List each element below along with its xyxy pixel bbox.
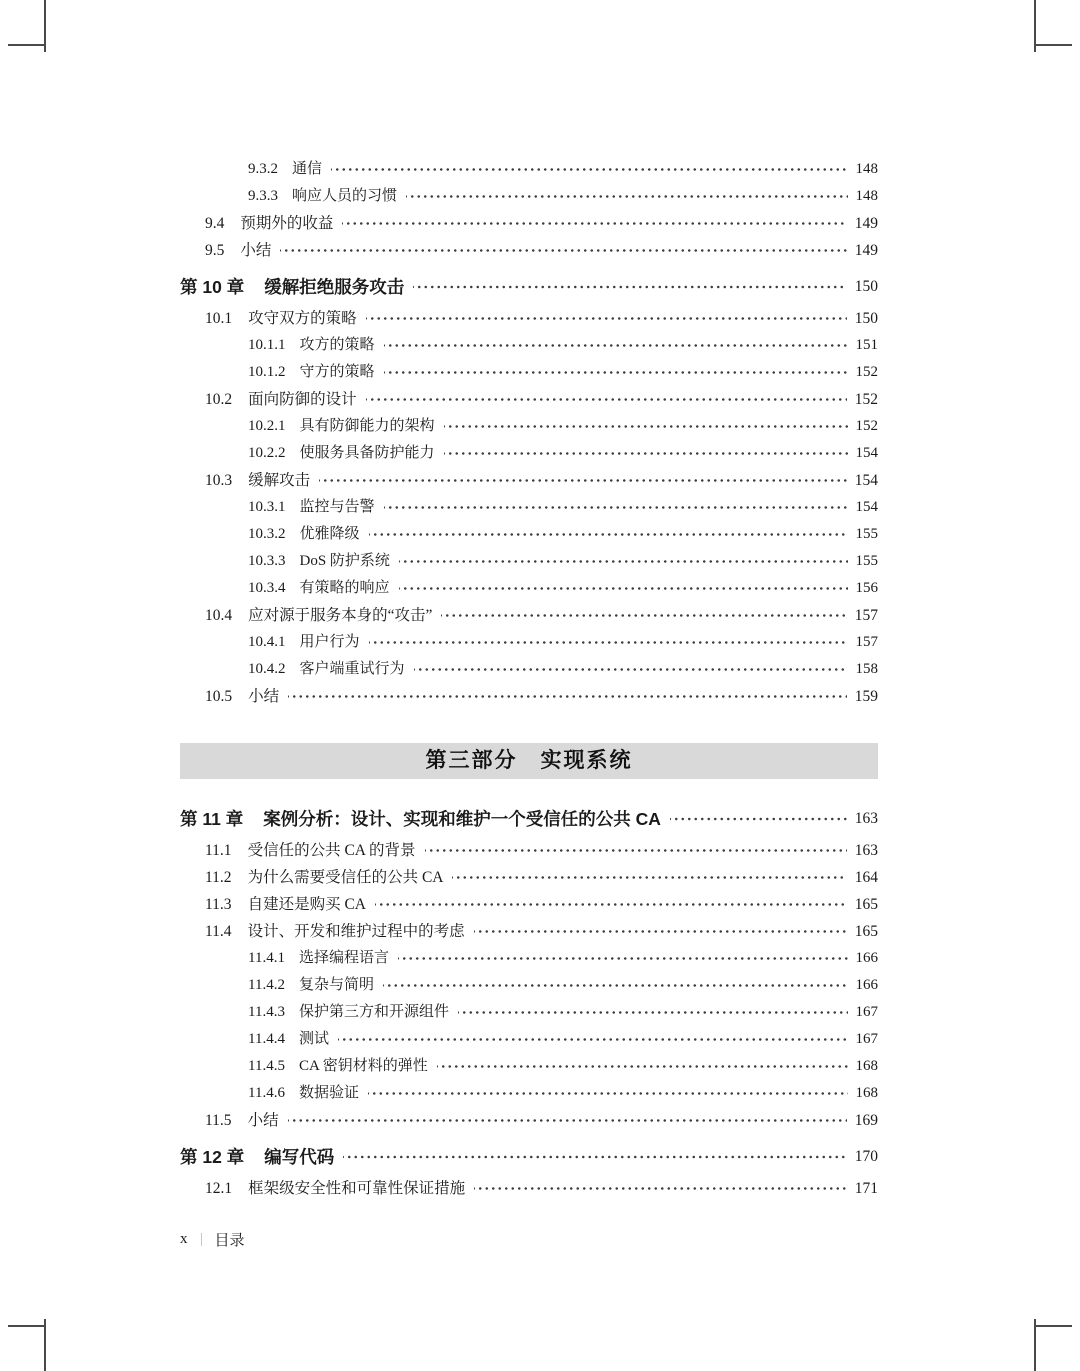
toc-entry-page: 148 — [855, 161, 878, 177]
toc-entry-title: 框架级安全性和可靠性保证措施 — [248, 1180, 466, 1197]
toc-entry-number: 11.4.2 — [248, 977, 285, 993]
toc-entry-page: 165 — [854, 896, 878, 913]
toc-chapter-entry — [180, 272, 878, 302]
dot-leader — [406, 183, 847, 210]
toc-entry — [180, 332, 878, 359]
toc-entry-title: 复杂与简明 — [298, 977, 374, 993]
dot-leader — [444, 440, 848, 467]
dot-leader — [280, 237, 846, 264]
toc-entry-number: 第 10 章 — [180, 277, 245, 297]
toc-entry-title: 小结 — [247, 1112, 279, 1129]
toc-entry-title: 使服务具备防护能力 — [299, 445, 435, 461]
toc-entry-number: 10.5 — [205, 688, 233, 705]
toc-entry-page: 155 — [855, 526, 878, 542]
crop-mark-top-right-h — [1034, 44, 1072, 46]
toc-entry — [180, 183, 878, 210]
dot-leader — [383, 972, 848, 999]
toc-entry-title: 客户端重试行为 — [299, 661, 405, 677]
toc-entry-title: 自建还是购买 CA — [247, 896, 366, 913]
toc-entry — [180, 864, 878, 891]
dot-leader — [384, 332, 848, 359]
toc-entry-page: 150 — [854, 278, 878, 295]
dot-leader — [366, 386, 847, 413]
toc-entry-number: 10.2 — [205, 391, 233, 408]
toc-entry — [180, 891, 878, 918]
toc-entry-title: 响应人员的习惯 — [292, 188, 398, 204]
toc-entry-title: CA 密钥材料的弹性 — [298, 1058, 428, 1074]
toc-entry-number: 11.3 — [205, 896, 232, 913]
toc-entry — [180, 1080, 878, 1107]
toc-entry — [180, 359, 878, 386]
dot-leader — [384, 359, 848, 386]
toc-entry-page: 154 — [854, 472, 878, 489]
toc-entry-number: 11.4.5 — [248, 1058, 285, 1074]
footer-section-label: 目录 — [214, 1232, 245, 1249]
toc-entry-number: 12.1 — [205, 1180, 233, 1197]
toc-entry-number: 10.4 — [205, 607, 233, 624]
dot-leader — [444, 413, 848, 440]
toc-entry-number: 11.4.4 — [248, 1031, 285, 1047]
toc-entry-page: 168 — [855, 1058, 878, 1074]
dot-leader — [399, 575, 848, 602]
toc-entry-page: 154 — [855, 445, 878, 461]
toc-entry — [180, 629, 878, 656]
toc-entry-title: 编写代码 — [264, 1147, 335, 1167]
toc-entry-title: 守方的策略 — [299, 364, 375, 380]
toc-entry-number: 11.4.1 — [248, 950, 285, 966]
toc-entry-page: 156 — [855, 580, 878, 596]
toc-entry — [180, 305, 878, 332]
toc-entry-page: 150 — [854, 310, 878, 327]
toc-entry-number: 10.4.2 — [248, 661, 286, 677]
toc-entry-number: 11.4.3 — [248, 1004, 285, 1020]
toc-entry-page: 152 — [854, 391, 878, 408]
footer-page-number: x — [180, 1231, 188, 1247]
toc-entry-number: 9.5 — [205, 242, 225, 259]
toc-entry-number: 10.3.4 — [248, 580, 286, 596]
dot-leader — [474, 918, 847, 945]
toc-entry — [180, 575, 878, 602]
toc-entry — [180, 1026, 878, 1053]
toc-entry-page: 166 — [855, 950, 878, 966]
dot-leader — [338, 1026, 848, 1053]
toc-entry-title: 测试 — [298, 1031, 329, 1047]
dot-leader — [319, 467, 847, 494]
toc-entry — [180, 602, 878, 629]
toc-entry — [180, 999, 878, 1026]
toc-entry-title: 小结 — [248, 688, 280, 705]
toc-entry — [180, 1053, 878, 1080]
toc-entry-page: 168 — [855, 1085, 878, 1101]
toc-entry-page: 157 — [855, 634, 878, 650]
toc-entry — [180, 945, 878, 972]
toc-entry-number: 10.1 — [205, 310, 233, 327]
toc-entry-page: 163 — [854, 810, 878, 827]
toc-entry-title: DoS 防护系统 — [299, 553, 390, 569]
toc-entry — [180, 1175, 878, 1202]
part-divider: 第三部分 实现系统 — [180, 743, 878, 779]
toc-entry-page: 152 — [855, 418, 878, 434]
dot-leader — [288, 1107, 847, 1134]
toc-entry-title: 设计、开发和维护过程中的考虑 — [247, 923, 465, 940]
toc-entry — [180, 683, 878, 710]
toc-entry-number: 10.1.1 — [248, 337, 286, 353]
toc-entry-title: 具有防御能力的架构 — [299, 418, 435, 434]
dot-leader — [441, 602, 846, 629]
toc-entry-title: 案例分析：设计、实现和维护一个受信任的公共 CA — [263, 809, 661, 829]
toc-entry-page: 149 — [854, 242, 878, 259]
dot-leader — [331, 156, 847, 183]
page-footer — [180, 1229, 245, 1250]
toc-entry — [180, 237, 878, 264]
toc-entry-number: 10.2.1 — [248, 418, 286, 434]
toc-entry-number: 11.1 — [205, 842, 232, 859]
toc-entry-number: 第 11 章 — [180, 809, 244, 829]
toc-entry — [180, 1107, 878, 1134]
dot-leader — [413, 272, 847, 302]
toc-entry — [180, 494, 878, 521]
toc-entry-page: 167 — [855, 1031, 878, 1047]
toc-entry-title: 缓解攻击 — [248, 472, 311, 489]
toc-chapter-entry — [180, 1142, 878, 1172]
toc-entry-page: 166 — [855, 977, 878, 993]
toc-entry-page: 170 — [854, 1148, 878, 1165]
toc-entry — [180, 918, 878, 945]
toc-entry-title: 面向防御的设计 — [248, 391, 357, 408]
toc-entry — [180, 548, 878, 575]
dot-leader — [474, 1175, 847, 1202]
toc-entry-page: 169 — [854, 1112, 878, 1129]
dot-leader — [369, 521, 848, 548]
toc-entry — [180, 656, 878, 683]
toc-entry-title: 优雅降级 — [299, 526, 360, 542]
toc-entry-title: 攻守双方的策略 — [248, 310, 357, 327]
toc-entry — [180, 521, 878, 548]
toc-entry — [180, 837, 878, 864]
toc-entry-page: 167 — [855, 1004, 878, 1020]
crop-mark-top-left-h — [8, 44, 46, 46]
toc-entry — [180, 972, 878, 999]
toc-entry-page: 152 — [855, 364, 878, 380]
toc-entry-page: 149 — [854, 215, 878, 232]
toc-entry-page: 159 — [854, 688, 878, 705]
toc-entry-page: 158 — [855, 661, 878, 677]
dot-leader — [384, 494, 848, 521]
dot-leader — [458, 999, 848, 1026]
toc-entry-title: 攻方的策略 — [299, 337, 375, 353]
footer-separator: | — [200, 1231, 202, 1247]
toc-entry-page: 171 — [854, 1180, 878, 1197]
toc-entry-number: 10.3.1 — [248, 499, 286, 515]
crop-mark-bottom-left-h — [8, 1325, 46, 1327]
toc-entry-title: 保护第三方和开源组件 — [298, 1004, 449, 1020]
toc-entry-number: 10.3 — [205, 472, 233, 489]
toc-entry-number: 9.3.3 — [248, 188, 278, 204]
dot-leader — [288, 683, 847, 710]
dot-leader — [414, 656, 848, 683]
toc-entry-number: 11.5 — [205, 1112, 232, 1129]
toc-entry-number: 10.4.1 — [248, 634, 286, 650]
toc-entry-title: 缓解拒绝服务攻击 — [264, 277, 405, 297]
dot-leader — [342, 210, 846, 237]
toc-entry-number: 9.4 — [205, 215, 225, 232]
dot-leader — [425, 837, 847, 864]
toc-entry-page: 151 — [855, 337, 878, 353]
dot-leader — [368, 1080, 848, 1107]
toc-entry-title: 小结 — [240, 242, 272, 259]
toc-entry-title: 用户行为 — [299, 634, 360, 650]
dot-leader — [375, 891, 847, 918]
toc-entry-title: 监控与告警 — [299, 499, 375, 515]
toc-entry-title: 有策略的响应 — [299, 580, 390, 596]
toc-entry-page: 148 — [855, 188, 878, 204]
crop-mark-bottom-right-h — [1034, 1325, 1072, 1327]
dot-leader — [437, 1053, 848, 1080]
toc-entry-number: 10.3.3 — [248, 553, 286, 569]
toc-entry-title: 应对源于服务本身的“攻击” — [248, 607, 433, 624]
toc-entry-title: 为什么需要受信任的公共 CA — [247, 869, 444, 886]
toc-entry — [180, 156, 878, 183]
toc-entry-title: 预期外的收益 — [240, 215, 334, 232]
toc-entry-number: 11.4 — [205, 923, 232, 940]
dot-leader — [369, 629, 848, 656]
toc-entry-title: 选择编程语言 — [298, 950, 389, 966]
toc-entry — [180, 440, 878, 467]
dot-leader — [343, 1142, 847, 1172]
dot-leader — [399, 548, 848, 575]
toc-entry-number: 9.3.2 — [248, 161, 278, 177]
toc-entry-page: 163 — [854, 842, 878, 859]
toc-entry-title: 通信 — [292, 161, 323, 177]
toc-chapter-entry — [180, 804, 878, 834]
toc-entry-title: 数据验证 — [298, 1085, 359, 1101]
dot-leader — [452, 864, 846, 891]
toc-entry — [180, 413, 878, 440]
toc-entry-number: 10.3.2 — [248, 526, 286, 542]
dot-leader — [398, 945, 848, 972]
toc-entry-page: 165 — [854, 923, 878, 940]
toc-entry-page: 155 — [855, 553, 878, 569]
toc-entry-number: 11.2 — [205, 869, 232, 886]
toc-content — [180, 156, 878, 1202]
toc-entry-title: 受信任的公共 CA 的背景 — [247, 842, 416, 859]
toc-entry-number: 11.4.6 — [248, 1085, 285, 1101]
toc-entry — [180, 386, 878, 413]
toc-entry — [180, 210, 878, 237]
toc-entry-number: 第 12 章 — [180, 1147, 245, 1167]
toc-entry-page: 157 — [854, 607, 878, 624]
dot-leader — [670, 804, 847, 834]
toc-entry — [180, 467, 878, 494]
toc-entry-page: 164 — [854, 869, 878, 886]
dot-leader — [366, 305, 847, 332]
toc-entry-number: 10.1.2 — [248, 364, 286, 380]
toc-entry-number: 10.2.2 — [248, 445, 286, 461]
toc-entry-page: 154 — [855, 499, 878, 515]
